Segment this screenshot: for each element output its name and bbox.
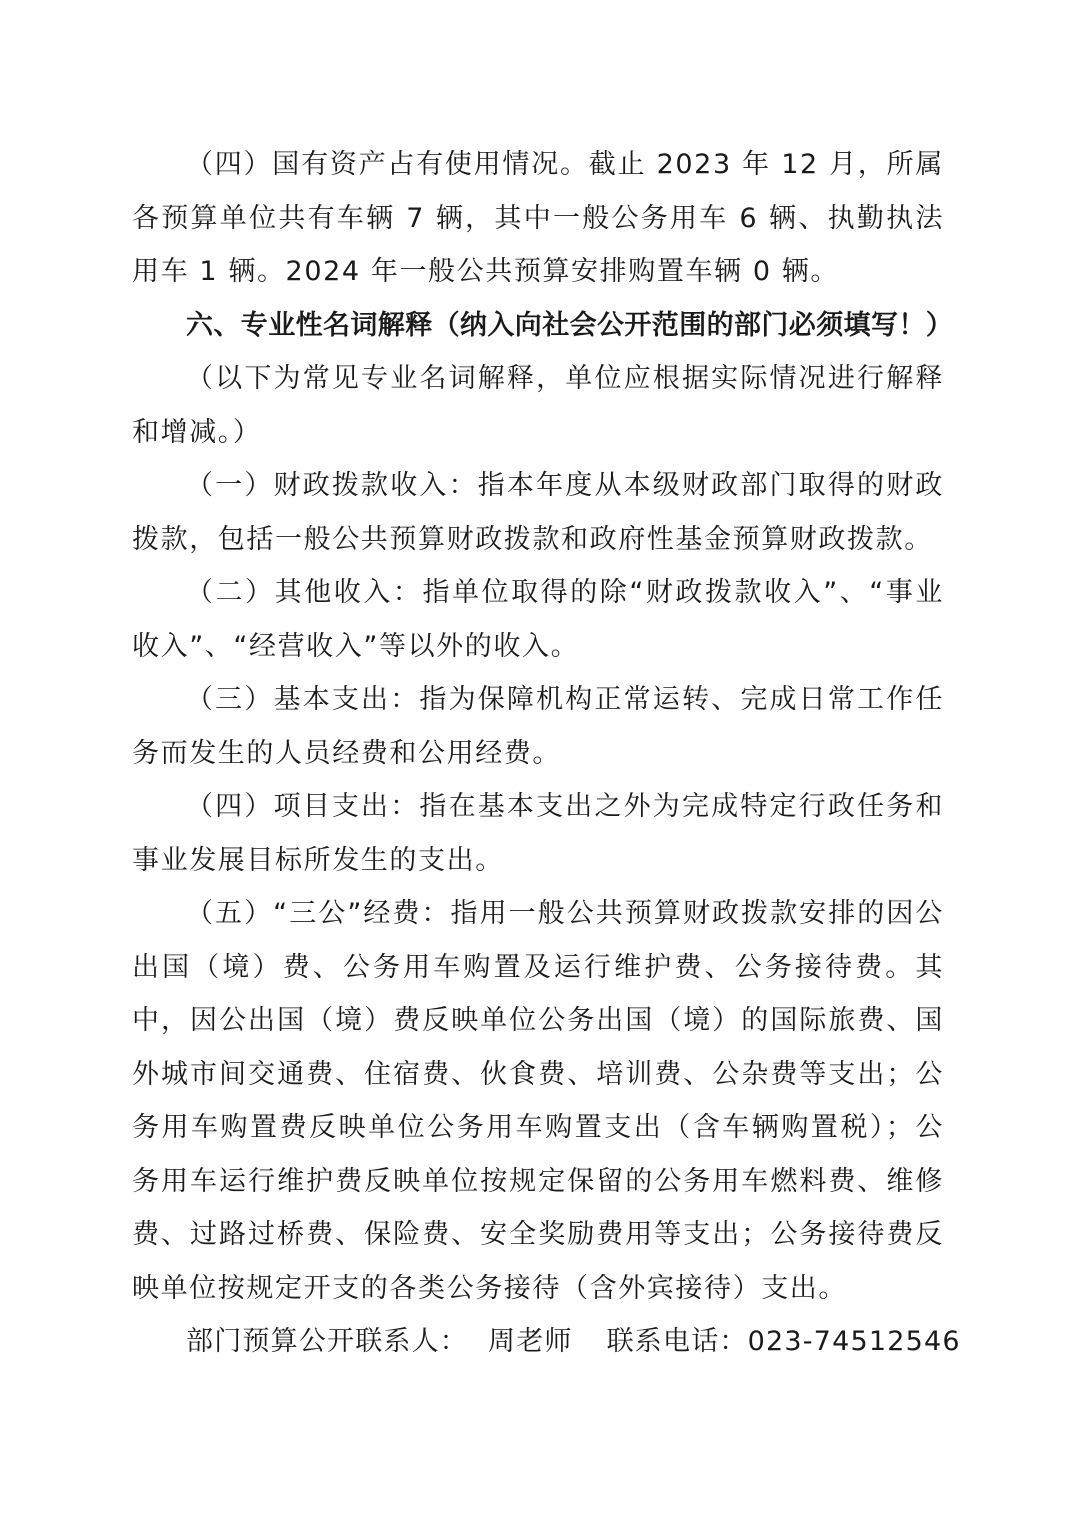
paragraph-state-assets: （四）国有资产占有使用情况。截止 2023 年 12 月，所属各预算单位共有车辆 7 辆，其中一般公务用车 6 辆、执勤执法用车 1 辆。2024 年一般公共预算安排购置车辆 0 辆。 <box>132 149 944 287</box>
contact-person-name: 周老师 <box>488 1326 573 1357</box>
paragraph-term-basic-expenditure: （三）基本支出：指为保障机构正常运转、完成日常工作任务而发生的人员经费和公用经费。 <box>132 684 944 769</box>
contact-phone-number: 023-74512546 <box>747 1326 961 1357</box>
paragraph-terms-note: （以下为常见专业名词解释，单位应根据实际情况进行解释和增减。） <box>132 363 944 448</box>
section-heading-terms: 六、专业性名词解释（纳入向社会公开范围的部门必须填写！） <box>186 309 954 341</box>
paragraph-term-project-expenditure: （四）项目支出：指在基本支出之外为完成特定行政任务和事业发展目标所发生的支出。 <box>132 791 944 876</box>
document-page <box>132 138 961 1369</box>
paragraph-term-other-income: （二）其他收入：指单位取得的除“财政拨款收入”、“事业收入”、“经营收入”等以外的收入。 <box>132 577 944 662</box>
contact-phone-label: 联系电话： <box>606 1326 748 1357</box>
contact-person-label: 部门预算公开联系人： <box>186 1326 468 1357</box>
paragraph-term-fiscal-appropriation: （一）财政拨款收入：指本年度从本级财政部门取得的财政拨款，包括一般公共预算财政拨款和政府性基金预算财政拨款。 <box>132 470 944 555</box>
contact-line <box>132 1315 961 1369</box>
paragraph-term-three-public-expenses: （五）“三公”经费：指用一般公共预算财政拨款安排的因公出国（境）费、公务用车购置及运行维护费、公务接待费。其中，因公出国（境）费反映单位公务出国（境）的国际旅费、国外城市间交通费、住宿费、伙食费、培训费、公杂费等支出；公务用车购置费反映单位公务用车购置支出（含车辆购置税）；公务用车运行维护费反映单位按规定保留的公务用车燃料费、维修费、过路过桥费、保险费、安全奖励费用等支出；公务接待费反映单位按规定开支的各类公务接待（含外宾接待）支出。 <box>132 898 944 1304</box>
